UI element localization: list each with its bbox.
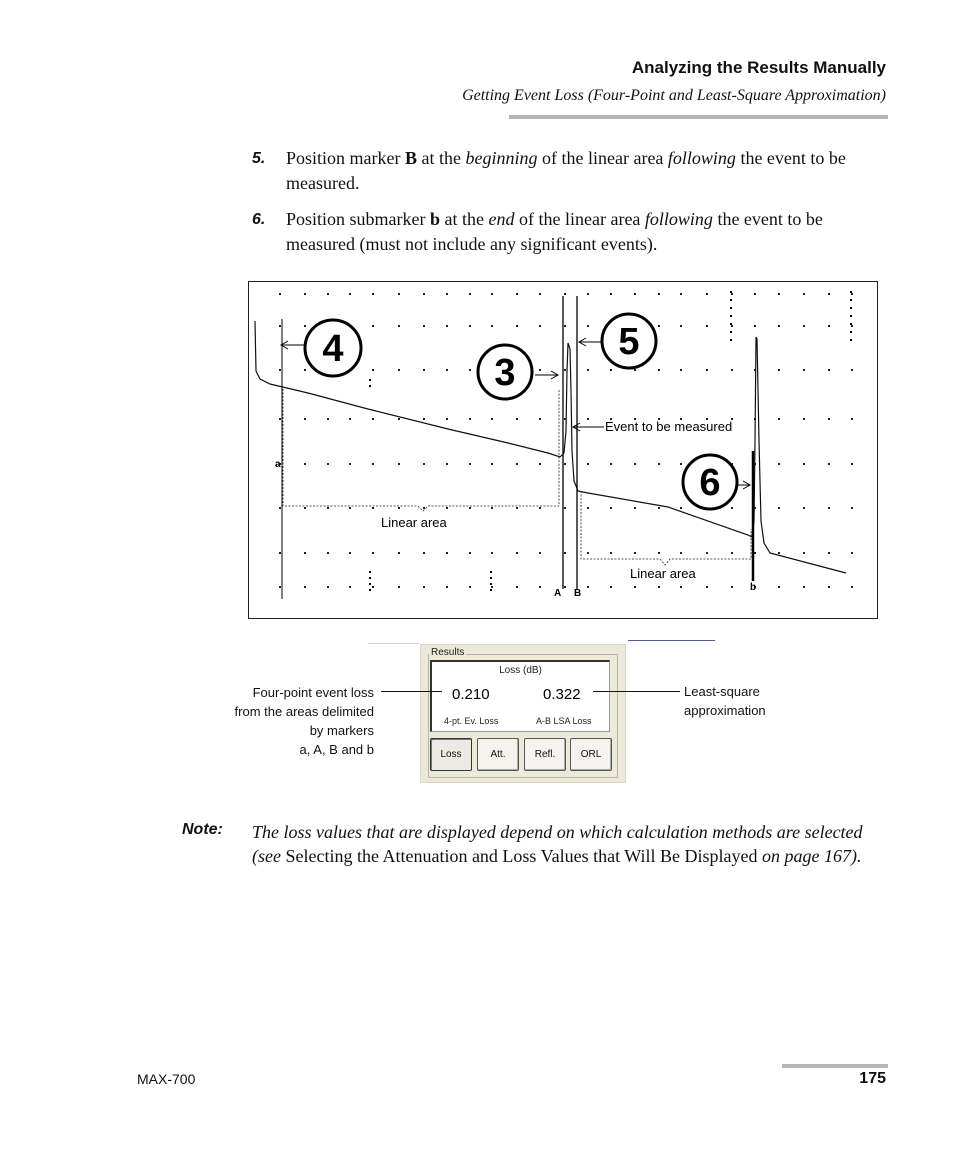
results-panel xyxy=(420,644,626,783)
left-leader-line xyxy=(381,691,442,692)
callout-5-label: 5 xyxy=(618,321,640,363)
otdr-trace-figure xyxy=(248,281,878,619)
step-5-number: 5. xyxy=(252,150,266,167)
callout-6-label: 6 xyxy=(699,462,721,504)
marker-b-label: b xyxy=(750,582,757,593)
att-button[interactable]: Att. xyxy=(477,738,519,771)
footer-rule xyxy=(782,1064,888,1068)
footer-product: MAX-700 xyxy=(137,1071,196,1087)
lsa-loss-value: 0.322 xyxy=(543,686,581,703)
four-point-loss-label: 4-pt. Ev. Loss xyxy=(444,716,499,726)
orl-button[interactable]: ORL xyxy=(570,738,612,771)
decorative-line-left xyxy=(368,643,420,644)
header-title: Analyzing the Results Manually xyxy=(631,58,886,77)
linear-area-2-label: Linear area xyxy=(630,566,696,581)
four-point-loss-value: 0.210 xyxy=(452,686,490,703)
note-label: Note: xyxy=(182,821,223,838)
header-rule xyxy=(509,115,888,119)
decorative-line xyxy=(628,640,715,641)
step-6-number: 6. xyxy=(252,211,266,228)
step-5 xyxy=(252,146,882,196)
loss-button[interactable]: Loss xyxy=(430,738,472,771)
loss-display xyxy=(430,660,610,732)
four-point-annotation: Four-point event loss from the areas delimited by markers a, A, B and b xyxy=(234,685,374,757)
marker-a-label: a xyxy=(275,459,281,470)
header-subtitle: Getting Event Loss (Four-Point and Least-Square Approximation) xyxy=(462,87,886,104)
marker-A-label: A xyxy=(554,588,562,599)
refl-button[interactable]: Refl. xyxy=(524,738,566,771)
lsa-annotation: Least-square approximation xyxy=(684,684,766,718)
marker-B-label: B xyxy=(574,588,582,599)
note-link[interactable]: Selecting the Attenuation and Loss Values that Will Be Displayed xyxy=(285,846,758,866)
linear-area-1-label: Linear area xyxy=(381,515,447,530)
step-5-text: Position marker B at the beginning of the linear area following the event to be measured. xyxy=(286,148,846,193)
results-group-title: Results xyxy=(431,647,465,658)
callout-4-label: 4 xyxy=(322,328,344,370)
loss-header: Loss (dB) xyxy=(499,665,542,676)
note-text: The loss values that are displayed depend on which calculation methods are selected (see Selecting the Attenuation and Loss Values that Will Be Displayed on page 167). xyxy=(252,822,863,866)
right-leader-line xyxy=(593,691,680,692)
step-6-text: Position submarker b at the end of the linear area following the event to be measured (must not include any significant events). xyxy=(286,209,823,254)
page-number: 175 xyxy=(859,1070,886,1087)
event-label: Event to be measured xyxy=(605,419,733,434)
callout-3-label: 3 xyxy=(494,352,516,394)
step-6 xyxy=(252,207,882,257)
lsa-loss-label: A-B LSA Loss xyxy=(536,716,592,726)
